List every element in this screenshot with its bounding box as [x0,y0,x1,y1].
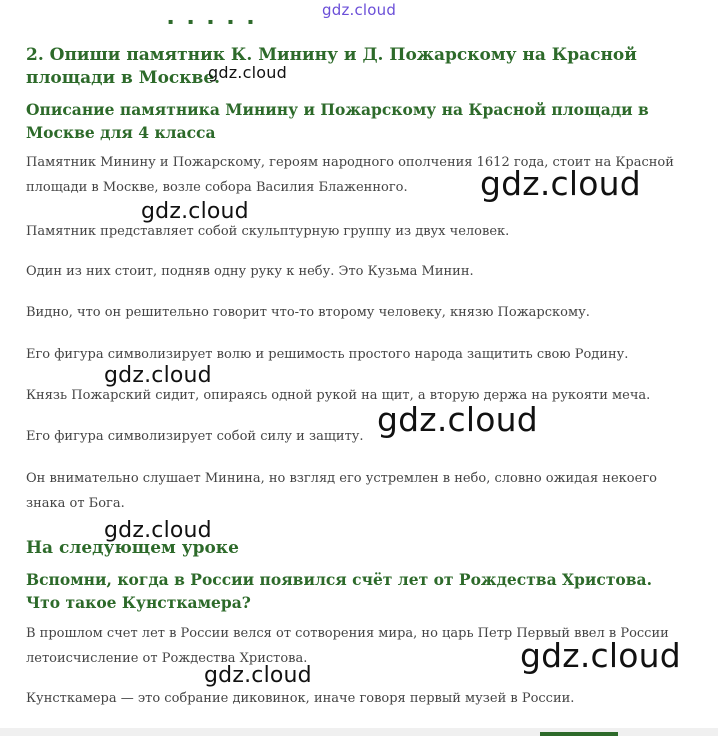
question-title: 2. Опиши памятник К. Минину и Д. Пожарскому на Красной площади в Москве. [26,45,637,88]
paragraph: Видно, что он решительно говорит что-то второму человеку, князю Пожарскому. [26,305,590,320]
answer-subtitle: Описание памятника Минину и Пожарскому на Красной площади в Москве для 4 класса [26,100,649,142]
watermark: gdz.cloud [141,199,249,224]
watermark: gdz.cloud [377,400,538,439]
watermark: gdz.cloud [104,518,212,543]
paragraph: Кунсткамера — это собрание диковинок, иначе говоря первый музей в России. [26,691,575,706]
paragraph: Его фигура символизирует собой силу и защиту. [26,429,364,444]
paragraph: Он внимательно слушает Минина, но взгляд его устремлен в небо, словно ожидая некоего знака от Бога. [26,471,657,511]
paragraph: Один из них стоит, подняв одну руку к небу. Это Кузьма Минин. [26,264,474,279]
bottom-accent [540,732,618,736]
paragraph: В прошлом счет лет в России велся от сотворения мира, но царь Петр Первый ввел в России летоисчисление от Рождества Христова. [26,626,669,666]
paragraph: Князь Пожарский сидит, опираясь одной рукой на щит, а вторую держа на рукояти меча. [26,388,651,403]
paragraph: Его фигура символизирует волю и решимость простого народа защитить свою Родину. [26,347,629,362]
paragraph: Памятник Минину и Пожарскому, героям народного ополчения 1612 года, стоит на Красной площади в Москве, возле собора Василия Блаженного. [26,155,674,195]
watermark: gdz.cloud [322,1,397,19]
watermark: gdz.cloud [204,663,312,688]
paragraph: Памятник представляет собой скульптурную группу из двух человек. [26,224,510,239]
watermark: gdz.cloud [520,636,681,675]
next-lesson-question: Вспомни, когда в России появился счёт лет от Рождества Христова. Что такое Кунсткамера? [26,570,652,612]
watermark: gdz.cloud [208,63,287,82]
clipped-header-remnant: ▪ ▪ ▪ ▪ ▪ [168,17,260,26]
watermark: gdz.cloud [104,363,212,388]
next-lesson-heading: На следующем уроке [26,538,239,558]
watermark: gdz.cloud [480,164,641,203]
